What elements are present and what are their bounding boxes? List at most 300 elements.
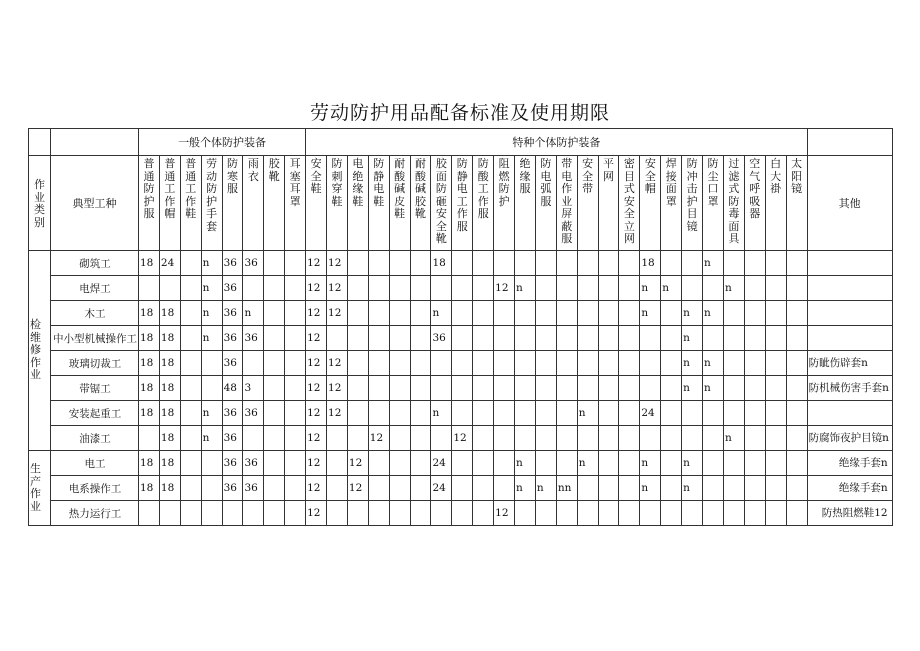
value-cell xyxy=(661,251,682,276)
table-row xyxy=(29,301,893,326)
value-cell xyxy=(598,376,619,401)
equipment-column-label: 防静电鞋 xyxy=(373,157,385,208)
job-name-cell: 热力运行工 xyxy=(51,501,139,526)
value-cell: n xyxy=(703,376,724,401)
equipment-column-label: 胶面防砸安全靴 xyxy=(435,157,447,245)
equipment-column-header xyxy=(327,156,348,251)
equipment-column-header xyxy=(494,156,515,251)
value-cell xyxy=(786,401,807,426)
value-cell xyxy=(661,376,682,401)
value-cell xyxy=(431,426,452,451)
value-cell xyxy=(264,376,285,401)
value-cell xyxy=(368,476,389,501)
table-row xyxy=(29,376,893,401)
value-cell xyxy=(473,426,494,451)
job-name-cell: 电焊工 xyxy=(51,276,139,301)
value-cell xyxy=(556,426,577,451)
equipment-column-header xyxy=(473,156,494,251)
value-cell xyxy=(703,451,724,476)
value-cell xyxy=(786,351,807,376)
job-name-cell: 油漆工 xyxy=(51,426,139,451)
header-blank-category xyxy=(29,129,51,156)
value-cell xyxy=(452,476,473,501)
value-cell: n xyxy=(703,351,724,376)
equipment-column-header xyxy=(556,156,577,251)
value-cell: n xyxy=(640,276,661,301)
value-cell xyxy=(410,326,431,351)
value-cell xyxy=(744,251,765,276)
value-cell xyxy=(410,451,431,476)
equipment-column-header xyxy=(744,156,765,251)
equipment-column-label: 普通防护服 xyxy=(143,157,155,220)
value-cell xyxy=(577,301,598,326)
category-label: 生产作业 xyxy=(30,462,41,513)
value-cell xyxy=(473,401,494,426)
value-cell xyxy=(264,426,285,451)
value-cell xyxy=(765,276,786,301)
equipment-column-label: 防刺穿鞋 xyxy=(331,157,343,208)
value-cell xyxy=(494,426,515,451)
value-cell xyxy=(410,276,431,301)
value-cell: 36 xyxy=(222,451,243,476)
value-cell xyxy=(139,426,160,451)
value-cell xyxy=(723,501,744,526)
value-cell xyxy=(368,326,389,351)
equipment-column-label: 防电弧服 xyxy=(540,157,552,208)
other-cell xyxy=(807,251,892,276)
value-cell xyxy=(661,451,682,476)
table-row xyxy=(29,426,893,451)
value-cell xyxy=(598,351,619,376)
value-cell xyxy=(368,451,389,476)
equipment-column-label: 耐酸碱皮鞋 xyxy=(394,157,406,220)
value-cell xyxy=(744,351,765,376)
value-cell: n xyxy=(515,451,536,476)
value-cell xyxy=(389,276,410,301)
value-cell xyxy=(431,376,452,401)
value-cell xyxy=(765,301,786,326)
value-cell xyxy=(452,276,473,301)
value-cell: 12 xyxy=(306,326,327,351)
other-cell xyxy=(807,276,892,301)
value-cell xyxy=(661,301,682,326)
equipment-column-header xyxy=(410,156,431,251)
value-cell: n xyxy=(201,326,222,351)
value-cell xyxy=(744,426,765,451)
value-cell xyxy=(703,276,724,301)
value-cell: 36 xyxy=(243,326,264,351)
equipment-column-label: 安全带 xyxy=(582,157,594,195)
value-cell: 36 xyxy=(243,476,264,501)
value-cell xyxy=(139,501,160,526)
general-equipment-group-header: 一般个体防护装备 xyxy=(139,129,306,156)
value-cell: n xyxy=(431,401,452,426)
value-cell: 36 xyxy=(222,276,243,301)
value-cell xyxy=(598,426,619,451)
value-cell xyxy=(723,351,744,376)
value-cell: nn xyxy=(556,476,577,501)
value-cell xyxy=(180,401,201,426)
value-cell xyxy=(285,401,306,426)
value-cell xyxy=(389,251,410,276)
value-cell xyxy=(410,426,431,451)
equipment-column-header xyxy=(515,156,536,251)
equipment-column-header xyxy=(598,156,619,251)
value-cell xyxy=(598,401,619,426)
equipment-column-label: 普通工作鞋 xyxy=(185,157,197,220)
special-equipment-group-header: 特种个体防护装备 xyxy=(306,129,808,156)
value-cell xyxy=(598,276,619,301)
value-cell: 36 xyxy=(243,451,264,476)
value-cell xyxy=(410,376,431,401)
value-cell xyxy=(744,451,765,476)
table-row xyxy=(29,326,893,351)
value-cell xyxy=(786,476,807,501)
value-cell: n xyxy=(431,301,452,326)
equipment-column-header xyxy=(661,156,682,251)
value-cell: 18 xyxy=(159,376,180,401)
value-cell: 18 xyxy=(139,451,160,476)
header-blank-other xyxy=(807,129,892,156)
value-cell: n xyxy=(201,251,222,276)
value-cell xyxy=(556,351,577,376)
equipment-column-label: 过滤式防毒面具 xyxy=(728,157,740,245)
equipment-column-label: 白大褂 xyxy=(770,157,782,195)
table-row xyxy=(29,401,893,426)
value-cell: 12 xyxy=(327,351,348,376)
value-cell xyxy=(619,476,640,501)
value-cell xyxy=(264,326,285,351)
value-cell: 18 xyxy=(159,401,180,426)
value-cell: 18 xyxy=(139,326,160,351)
value-cell: n xyxy=(640,476,661,501)
value-cell: n xyxy=(243,301,264,326)
value-cell xyxy=(410,251,431,276)
value-cell xyxy=(180,426,201,451)
equipment-column-label: 密目式安全立网 xyxy=(623,157,635,245)
value-cell: 3 xyxy=(243,376,264,401)
value-cell: 12 xyxy=(494,501,515,526)
value-cell: 36 xyxy=(222,326,243,351)
value-cell xyxy=(786,426,807,451)
value-cell xyxy=(201,351,222,376)
equipment-column-header xyxy=(765,156,786,251)
ppe-standards-table xyxy=(28,128,893,526)
value-cell xyxy=(285,476,306,501)
value-cell xyxy=(744,376,765,401)
equipment-column-header xyxy=(452,156,473,251)
value-cell xyxy=(201,501,222,526)
value-cell: n xyxy=(682,476,703,501)
value-cell xyxy=(494,476,515,501)
value-cell xyxy=(327,326,348,351)
value-cell xyxy=(682,401,703,426)
equipment-column-label: 带电作业屏蔽服 xyxy=(561,157,573,245)
value-cell xyxy=(703,476,724,501)
value-cell xyxy=(723,376,744,401)
value-cell xyxy=(159,276,180,301)
value-cell: 12 xyxy=(327,301,348,326)
value-cell: 18 xyxy=(159,476,180,501)
value-cell xyxy=(389,426,410,451)
value-cell xyxy=(473,326,494,351)
value-cell: 36 xyxy=(222,251,243,276)
value-cell xyxy=(389,326,410,351)
value-cell xyxy=(598,301,619,326)
value-cell xyxy=(786,301,807,326)
job-column-header: 典型工种 xyxy=(51,156,139,251)
value-cell xyxy=(494,401,515,426)
value-cell xyxy=(473,251,494,276)
value-cell: n xyxy=(515,476,536,501)
other-cell: 绝缘手套n xyxy=(807,476,892,501)
value-cell xyxy=(368,351,389,376)
value-cell xyxy=(515,426,536,451)
value-cell xyxy=(619,276,640,301)
equipment-column-header xyxy=(159,156,180,251)
value-cell xyxy=(535,326,556,351)
value-cell xyxy=(285,251,306,276)
equipment-column-label: 阻燃防护 xyxy=(498,157,510,208)
value-cell xyxy=(723,451,744,476)
equipment-column-header xyxy=(389,156,410,251)
value-cell: n xyxy=(661,276,682,301)
value-cell xyxy=(368,301,389,326)
value-cell xyxy=(703,401,724,426)
equipment-column-header xyxy=(723,156,744,251)
value-cell xyxy=(577,326,598,351)
value-cell xyxy=(619,426,640,451)
value-cell: n xyxy=(723,276,744,301)
value-cell xyxy=(535,251,556,276)
value-cell: 18 xyxy=(139,351,160,376)
value-cell xyxy=(619,451,640,476)
value-cell: 24 xyxy=(159,251,180,276)
value-cell xyxy=(703,501,724,526)
value-cell: 36 xyxy=(243,401,264,426)
value-cell: 12 xyxy=(306,351,327,376)
value-cell xyxy=(180,376,201,401)
value-cell xyxy=(389,501,410,526)
value-cell xyxy=(494,451,515,476)
value-cell xyxy=(577,501,598,526)
value-cell xyxy=(640,501,661,526)
value-cell xyxy=(347,501,368,526)
value-cell: n xyxy=(703,301,724,326)
equipment-column-label: 焊接面罩 xyxy=(665,157,677,208)
value-cell xyxy=(368,501,389,526)
value-cell xyxy=(577,476,598,501)
equipment-column-label: 绝缘服 xyxy=(519,157,531,195)
value-cell xyxy=(180,326,201,351)
value-cell xyxy=(744,501,765,526)
equipment-column-header xyxy=(347,156,368,251)
value-cell xyxy=(765,351,786,376)
value-cell: 12 xyxy=(452,426,473,451)
value-cell xyxy=(180,476,201,501)
value-cell xyxy=(765,501,786,526)
value-cell xyxy=(619,251,640,276)
other-cell xyxy=(807,326,892,351)
equipment-column-header xyxy=(243,156,264,251)
value-cell xyxy=(535,276,556,301)
value-cell xyxy=(264,301,285,326)
value-cell xyxy=(264,501,285,526)
value-cell xyxy=(327,501,348,526)
value-cell xyxy=(473,501,494,526)
value-cell xyxy=(577,351,598,376)
value-cell: 18 xyxy=(139,476,160,501)
value-cell xyxy=(515,326,536,351)
value-cell xyxy=(285,276,306,301)
value-cell xyxy=(389,476,410,501)
value-cell xyxy=(535,401,556,426)
value-cell: 12 xyxy=(306,451,327,476)
value-cell: n xyxy=(577,401,598,426)
equipment-column-label: 劳动防护手套 xyxy=(206,157,218,233)
value-cell xyxy=(619,326,640,351)
value-cell xyxy=(703,426,724,451)
value-cell xyxy=(682,251,703,276)
other-cell: 防眦伤辟套n xyxy=(807,351,892,376)
job-name-cell: 带锯工 xyxy=(51,376,139,401)
value-cell xyxy=(682,501,703,526)
value-cell xyxy=(243,276,264,301)
value-cell xyxy=(285,426,306,451)
value-cell xyxy=(201,451,222,476)
value-cell xyxy=(431,351,452,376)
value-cell: n xyxy=(723,426,744,451)
value-cell xyxy=(744,326,765,351)
value-cell xyxy=(201,476,222,501)
value-cell xyxy=(180,251,201,276)
value-cell xyxy=(661,326,682,351)
value-cell xyxy=(389,351,410,376)
equipment-column-label: 防尘口罩 xyxy=(707,157,719,208)
value-cell: 18 xyxy=(431,251,452,276)
job-name-cell: 安装起重工 xyxy=(51,401,139,426)
value-cell: 18 xyxy=(159,351,180,376)
equipment-column-header xyxy=(640,156,661,251)
value-cell xyxy=(535,376,556,401)
value-cell: 12 xyxy=(306,276,327,301)
value-cell xyxy=(577,276,598,301)
value-cell xyxy=(556,301,577,326)
other-cell: 绝缘手套n xyxy=(807,451,892,476)
value-cell xyxy=(473,301,494,326)
value-cell xyxy=(703,326,724,351)
value-cell xyxy=(786,501,807,526)
value-cell xyxy=(389,376,410,401)
equipment-column-label: 防酸工作服 xyxy=(477,157,489,220)
value-cell xyxy=(765,376,786,401)
value-cell xyxy=(765,476,786,501)
value-cell xyxy=(327,426,348,451)
value-cell xyxy=(285,451,306,476)
value-cell xyxy=(682,276,703,301)
value-cell xyxy=(661,401,682,426)
value-cell xyxy=(535,426,556,451)
equipment-column-header xyxy=(786,156,807,251)
value-cell xyxy=(431,276,452,301)
value-cell: 18 xyxy=(159,451,180,476)
equipment-column-label: 太阳镜 xyxy=(791,157,803,195)
value-cell xyxy=(535,351,556,376)
value-cell xyxy=(264,276,285,301)
value-cell: 12 xyxy=(327,251,348,276)
value-cell: 12 xyxy=(347,476,368,501)
value-cell xyxy=(347,301,368,326)
value-cell xyxy=(765,401,786,426)
value-cell xyxy=(556,276,577,301)
value-cell xyxy=(786,251,807,276)
value-cell xyxy=(640,351,661,376)
value-cell xyxy=(368,276,389,301)
equipment-column-label: 普通工作帽 xyxy=(164,157,176,220)
value-cell: 36 xyxy=(222,301,243,326)
value-cell xyxy=(410,351,431,376)
value-cell xyxy=(723,251,744,276)
value-cell xyxy=(180,451,201,476)
equipment-column-header xyxy=(180,156,201,251)
value-cell xyxy=(556,326,577,351)
value-cell xyxy=(201,376,222,401)
value-cell xyxy=(180,276,201,301)
value-cell xyxy=(243,426,264,451)
job-name-cell: 电工 xyxy=(51,451,139,476)
table-row xyxy=(29,501,893,526)
value-cell xyxy=(347,376,368,401)
value-cell xyxy=(180,501,201,526)
equipment-column-label: 耳塞耳罩 xyxy=(289,157,301,208)
value-cell xyxy=(285,376,306,401)
equipment-column-label: 安全鞋 xyxy=(310,157,322,195)
value-cell: n xyxy=(201,426,222,451)
value-cell xyxy=(661,426,682,451)
value-cell: 12 xyxy=(306,301,327,326)
value-cell: n xyxy=(201,401,222,426)
equipment-column-label: 防冲击护目镜 xyxy=(686,157,698,233)
value-cell xyxy=(535,301,556,326)
value-cell: 36 xyxy=(222,426,243,451)
category-cell xyxy=(29,451,51,526)
value-cell xyxy=(473,276,494,301)
value-cell xyxy=(180,351,201,376)
value-cell: 36 xyxy=(431,326,452,351)
value-cell: n xyxy=(640,451,661,476)
value-cell xyxy=(452,326,473,351)
value-cell xyxy=(640,326,661,351)
value-cell: 12 xyxy=(347,451,368,476)
equipment-column-label: 电绝缘鞋 xyxy=(352,157,364,208)
value-cell xyxy=(515,376,536,401)
value-cell xyxy=(744,476,765,501)
value-cell xyxy=(786,276,807,301)
value-cell xyxy=(494,376,515,401)
value-cell xyxy=(556,501,577,526)
value-cell xyxy=(577,376,598,401)
value-cell xyxy=(389,401,410,426)
other-column-header: 其他 xyxy=(807,156,892,251)
value-cell xyxy=(744,276,765,301)
value-cell xyxy=(598,476,619,501)
value-cell xyxy=(368,376,389,401)
value-cell xyxy=(368,401,389,426)
value-cell xyxy=(452,376,473,401)
job-name-cell: 玻璃切裁工 xyxy=(51,351,139,376)
value-cell xyxy=(744,301,765,326)
value-cell xyxy=(285,326,306,351)
